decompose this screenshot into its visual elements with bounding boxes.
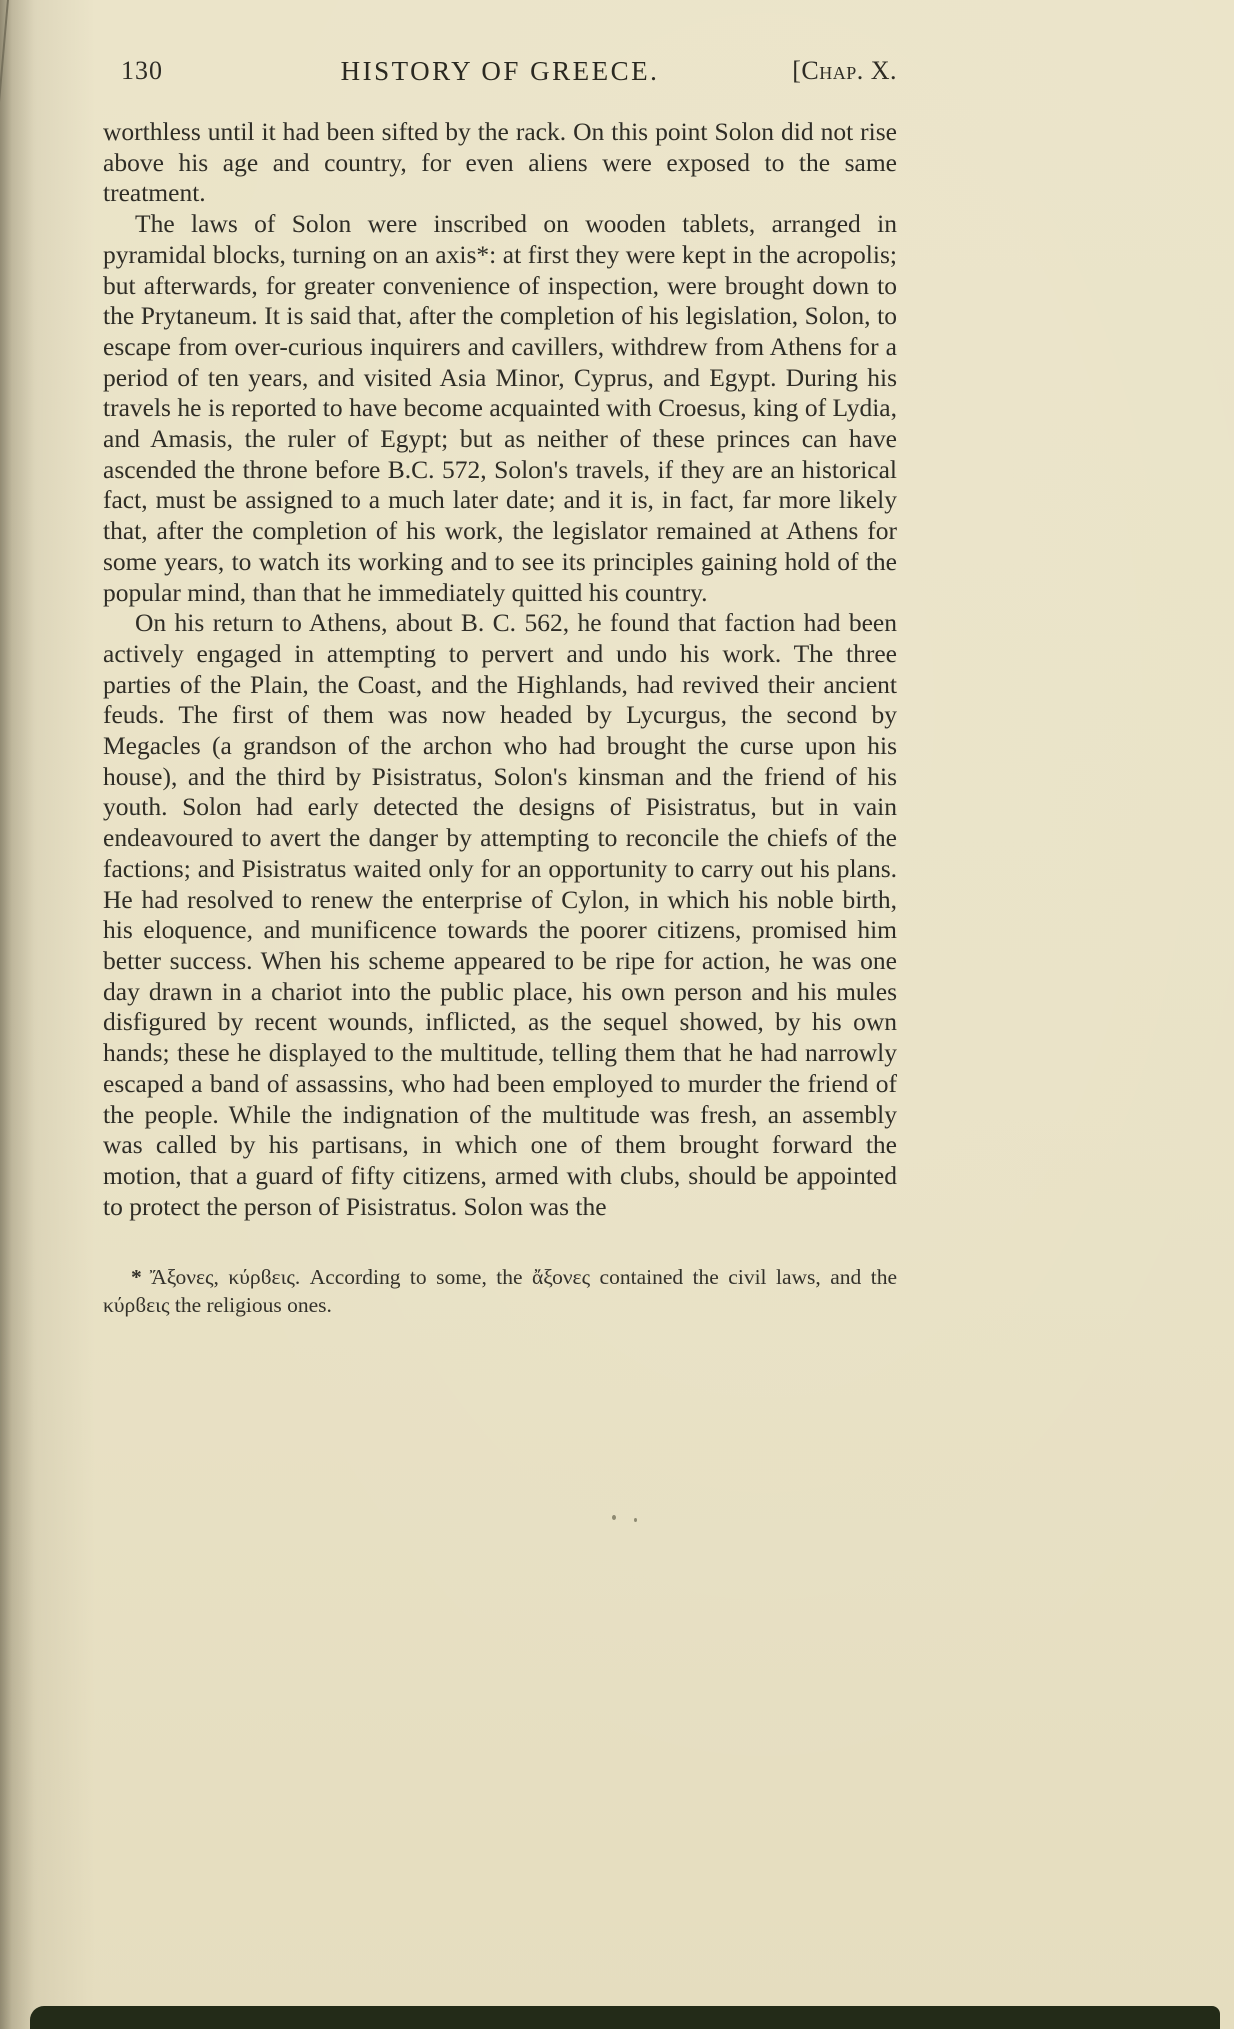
page-header xyxy=(103,56,897,90)
page-body xyxy=(103,117,897,1222)
page-number: 130 xyxy=(121,56,163,85)
scan-edge-bottom xyxy=(30,2006,1220,2029)
ink-speck xyxy=(612,1515,616,1520)
chapter-label: [Chap. X. xyxy=(792,56,897,85)
running-title: HISTORY OF GREECE. xyxy=(340,56,660,86)
binding-shadow xyxy=(0,0,34,2029)
paragraph: The laws of Solon were inscribed on wooden tablets, arranged in pyramidal blocks, turning on an axis*: at first they were kept in the acropolis; but afterwards, for greater convenience of inspection, were brought down to the Prytaneum. It is said that, after the completion of his legislation, Solon, to escape from over-curious inquirers and cavillers, withdrew from Athens for a period of ten years, and visited Asia Minor, Cyprus, and Egypt. During his travels he is reported to have become acquainted with Croesus, king of Lydia, and Amasis, the ruler of Egypt; but as neither of these princes can have ascended the throne before B.C. 572, Solon's travels, if they are an historical fact, must be assigned to a much later date; and it is, in fact, far more likely that, after the completion of his work, the legislator remained at Athens for some years, to watch its working and to see its principles gaining hold of the popular mind, than that he immediately quitted his country. xyxy=(103,209,897,607)
footnote xyxy=(103,1264,897,1319)
paragraph: On his return to Athens, about B. C. 562, he found that faction had been actively engaged in attempting to pervert and undo his work. The three parties of the Plain, the Coast, and the Highlands, had revived their ancient feuds. The first of them was now headed by Lycurgus, the second by Megacles (a grandson of the archon who had brought the curse upon his house), and the third by Pisistratus, Solon's kinsman and the friend of his youth. Solon had early detected the designs of Pisistratus, but in vain endeavoured to avert the danger by attempting to reconcile the chiefs of the factions; and Pisistratus waited only for an opportunity to carry out his plans. He had resolved to renew the enterprise of Cylon, in which his noble birth, his eloquence, and munificence towards the poorer citizens, promised him better success. When his scheme appeared to be ripe for action, he was one day drawn in a chariot into the public place, his own person and his mules disfigured by recent wounds, inflicted, as the sequel showed, by his own hands; these he displayed to the multitude, telling them that he had narrowly escaped a band of assassins, who had been employed to murder the friend of the people. While the indignation of the multitude was fresh, an assembly was called by his partisans, in which one of them brought forward the motion, that a guard of fifty citizens, armed with clubs, should be appointed to protect the person of Pisistratus. Solon was the xyxy=(103,608,897,1221)
paragraph: worthless until it had been sifted by the rack. On this point Solon did not rise above his age and country, for even aliens were exposed to the same treatment. xyxy=(103,117,897,208)
footnote-marker: * xyxy=(131,1265,142,1290)
page-crease xyxy=(0,0,10,317)
footnote-text: Ἄξονες, κύρϐεις. According to some, the ἄξονες contained the civil laws, and the κύρϐεις the religious ones. xyxy=(103,1265,897,1317)
ink-speck xyxy=(634,1518,637,1522)
page-content xyxy=(103,56,897,1319)
